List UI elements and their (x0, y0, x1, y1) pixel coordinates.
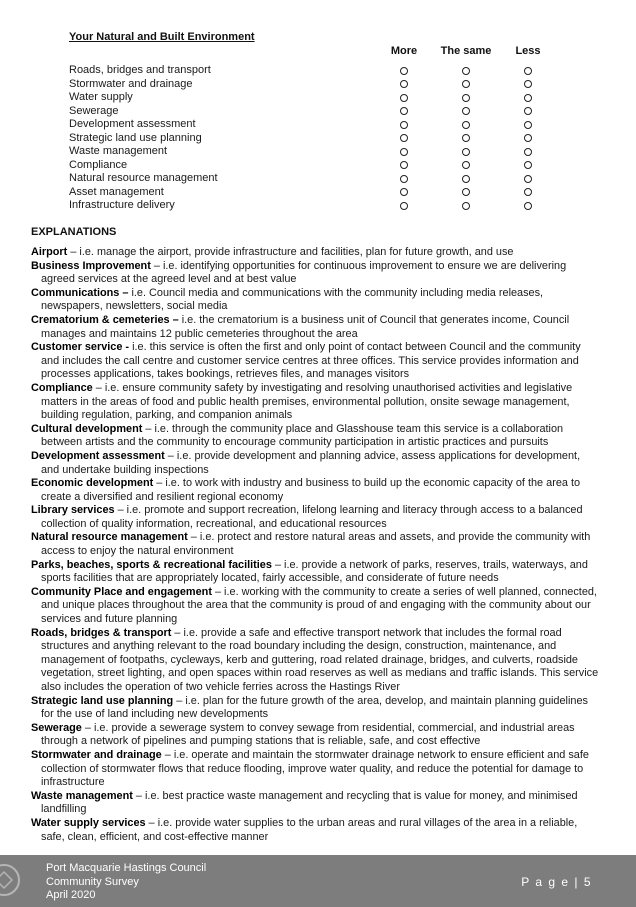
radio-more[interactable] (400, 94, 408, 102)
explanation-item (31, 450, 601, 477)
rating-table (69, 64, 569, 213)
explanation-term: Compliance (31, 381, 93, 394)
explanation-text: – i.e. ensure community safety by investigating and resolving unauthorised activities and legislative matters in the areas of food and public health premises, environmental pollution, onsite sewage management, building regulation, parking, and companion animals (41, 381, 573, 422)
rating-row (69, 91, 569, 105)
radio-more[interactable] (400, 188, 408, 196)
explanation-text: i.e. Council media and communications with the community including media releases, newspapers, newsletters, social media (41, 286, 544, 313)
radio-less[interactable] (524, 67, 532, 75)
explanation-text: – i.e. provide a network of parks, reserves, trails, waterways, and sports facilities that are appropriately located, fairly accessible, and considerate of future needs (41, 558, 588, 585)
radio-the-same[interactable] (462, 188, 470, 196)
explanation-item (31, 477, 601, 504)
explanation-term: Roads, bridges & transport (31, 626, 172, 639)
rating-row-label: Strategic land use planning (69, 131, 202, 144)
radio-less[interactable] (524, 188, 532, 196)
explanation-item (31, 382, 601, 423)
rating-row (69, 199, 569, 213)
explanation-term: Water supply services (31, 816, 146, 829)
column-header-more: More (390, 45, 418, 57)
explanation-text: – i.e. to work with industry and business to build up the economic capacity of the area to create a diversified and resilient regional economy (41, 477, 581, 503)
radio-less[interactable] (524, 161, 532, 169)
explanation-item (31, 423, 601, 450)
council-logo-icon (0, 863, 22, 897)
rating-row-label: Roads, bridges and transport (69, 64, 211, 76)
radio-less[interactable] (524, 148, 532, 156)
explanation-term: Strategic land use planning (31, 694, 174, 707)
explanation-item (31, 695, 601, 722)
explanation-item (31, 790, 601, 817)
explanation-term: Economic development (31, 477, 154, 490)
radio-more[interactable] (400, 161, 408, 169)
radio-the-same[interactable] (462, 107, 470, 115)
explanation-text: – i.e. provide a sewerage system to convey sewage from residential, commercial, and industrial areas through a network of pipelines and pumping stations that is reliable, safe, and cost effective (41, 721, 575, 748)
radio-less[interactable] (524, 175, 532, 183)
page-number: P a g e | 5 (521, 875, 592, 889)
explanation-item (31, 531, 601, 558)
explanation-term: Airport (31, 246, 68, 258)
explanation-item (31, 627, 601, 695)
radio-less[interactable] (524, 202, 532, 210)
radio-the-same[interactable] (462, 134, 470, 142)
explanation-term: Natural resource management (31, 531, 188, 544)
column-header-less: Less (515, 45, 541, 57)
radio-more[interactable] (400, 80, 408, 88)
explanation-item (31, 287, 601, 314)
explanation-term: Library services (31, 504, 115, 517)
rating-row (69, 64, 569, 78)
radio-more[interactable] (400, 134, 408, 142)
radio-the-same[interactable] (462, 121, 470, 129)
explanation-text: – i.e. provide a safe and effective transport network that includes the formal road structures and anything relevant to the road boundary including the design, construction, maintenance, and management of footpaths, cycleways, kerb and guttering, road related drainage, bridges, and culverts, roadside vegetation, street lighting, and open spaces within road reserves as well as medians and traffic islands. This service also includes the operation of two vehicle ferries across the Hastings River (41, 626, 599, 693)
explanation-text: – i.e. identifying opportunities for continuous improvement to ensure we are delivering agreed services at the agreed level and at best value (41, 259, 567, 286)
radio-less[interactable] (524, 107, 532, 115)
explanation-text: – i.e. plan for the future growth of the area, develop, and maintain planning guidelines for the use of land including new developments (41, 694, 588, 721)
radio-the-same[interactable] (462, 148, 470, 156)
explanation-text: – i.e. manage the airport, provide infrastructure and facilities, plan for future growth, and use (67, 246, 514, 258)
explanation-text: – i.e. operate and maintain the stormwater drainage network to ensure efficient and safe collection of stormwater flows that reduce flooding, improve water quality, and reduce the potential for damage to infrastructure (41, 748, 589, 789)
explanation-text: – i.e. through the community place and Glasshouse team this service is a collaboration between artists and the community to encourage community participation in artistic practices and pursuits (41, 422, 564, 449)
explanation-term: Business Improvement (31, 259, 151, 272)
explanation-term: Sewerage (31, 721, 82, 734)
rating-row (69, 132, 569, 146)
explanation-term: Crematorium & cemeteries – (31, 313, 179, 326)
explanation-term: Communications – (31, 286, 129, 299)
explanation-item (31, 504, 601, 531)
radio-more[interactable] (400, 202, 408, 210)
explanation-item (31, 749, 601, 790)
explanation-text: i.e. this service is often the first and only point of contact between Council and the community and includes the call centre and customer service centres at three offices. This service provides information and processes applications, takes bookings, retrieves files, and manages visitors (41, 341, 581, 381)
explanation-item (31, 817, 601, 844)
radio-less[interactable] (524, 121, 532, 129)
rating-row-label: Water supply (69, 91, 133, 103)
explanation-text: – i.e. promote and support recreation, lifelong learning and literacy through access to a balanced collection of quality information, recreational, and educational resources (41, 504, 583, 530)
radio-less[interactable] (524, 80, 532, 88)
rating-row-label: Compliance (69, 158, 128, 171)
radio-the-same[interactable] (462, 80, 470, 88)
radio-more[interactable] (400, 107, 408, 115)
footer-date: April 2020 (46, 889, 96, 901)
rating-row-label: Infrastructure delivery (69, 199, 175, 211)
explanation-term: Stormwater and drainage (31, 748, 162, 761)
rating-row-label: Stormwater and drainage (69, 77, 193, 90)
explanation-item (31, 559, 601, 586)
explanation-text: i.e. the crematorium is a business unit of Council that generates income, Council manages and maintains 12 public cemeteries throughout the area (41, 313, 570, 340)
rating-row (69, 159, 569, 173)
footer-org: Port Macquarie Hastings Council (46, 862, 207, 874)
explanations-list (31, 246, 601, 844)
explanations-title: EXPLANATIONS (31, 226, 117, 238)
radio-the-same[interactable] (462, 202, 470, 210)
explanation-term: Cultural development (31, 422, 143, 435)
radio-less[interactable] (524, 94, 532, 102)
explanation-text: – i.e. working with the community to create a series of well planned, connected, and unique places throughout the area that the community is proud of and engaging with the community about our services and future planning (41, 585, 597, 626)
explanation-term: Waste management (31, 789, 133, 802)
page-footer (0, 855, 636, 907)
section-title: Your Natural and Built Environment (69, 31, 255, 43)
explanation-text: – i.e. provide water supplies to the urban areas and rural villages of the area in a reliable, safe, clean, efficient, and cost-effective manner (41, 816, 578, 843)
radio-less[interactable] (524, 134, 532, 142)
explanation-text: – i.e. provide development and planning advice, assess applications for development, and undertake building inspections (41, 449, 581, 476)
explanation-item (31, 246, 601, 260)
explanation-item (31, 260, 601, 287)
rating-row (69, 186, 569, 200)
column-header-the-same: The same (440, 45, 492, 57)
rating-row (69, 118, 569, 132)
footer-doc: Community Survey (46, 875, 139, 888)
rating-row (69, 105, 569, 119)
radio-the-same[interactable] (462, 67, 470, 75)
rating-row-label: Natural resource management (69, 172, 218, 184)
rating-row (69, 145, 569, 159)
rating-row-label: Asset management (69, 185, 164, 198)
rating-row (69, 172, 569, 186)
radio-more[interactable] (400, 121, 408, 129)
radio-more[interactable] (400, 175, 408, 183)
explanation-text: – i.e. best practice waste management and recycling that is value for money, and minimised landfilling (41, 789, 578, 816)
rating-row-label: Sewerage (69, 104, 119, 117)
rating-row (69, 78, 569, 92)
explanation-term: Community Place and engagement (31, 585, 212, 598)
explanation-term: Parks, beaches, sports & recreational facilities (31, 558, 272, 571)
radio-the-same[interactable] (462, 161, 470, 169)
rating-row-label: Waste management (69, 145, 168, 157)
rating-row-label: Development assessment (69, 118, 196, 130)
explanation-item (31, 586, 601, 627)
explanation-item (31, 722, 601, 749)
explanation-item (31, 314, 601, 341)
explanation-item (31, 341, 601, 382)
radio-more[interactable] (400, 67, 408, 75)
radio-more[interactable] (400, 148, 408, 156)
radio-the-same[interactable] (462, 175, 470, 183)
explanation-term: Customer service - (31, 341, 130, 354)
radio-the-same[interactable] (462, 94, 470, 102)
explanation-term: Development assessment (31, 449, 165, 462)
explanation-text: – i.e. protect and restore natural areas and assets, and provide the community with access to enjoy the natural environment (41, 531, 591, 558)
